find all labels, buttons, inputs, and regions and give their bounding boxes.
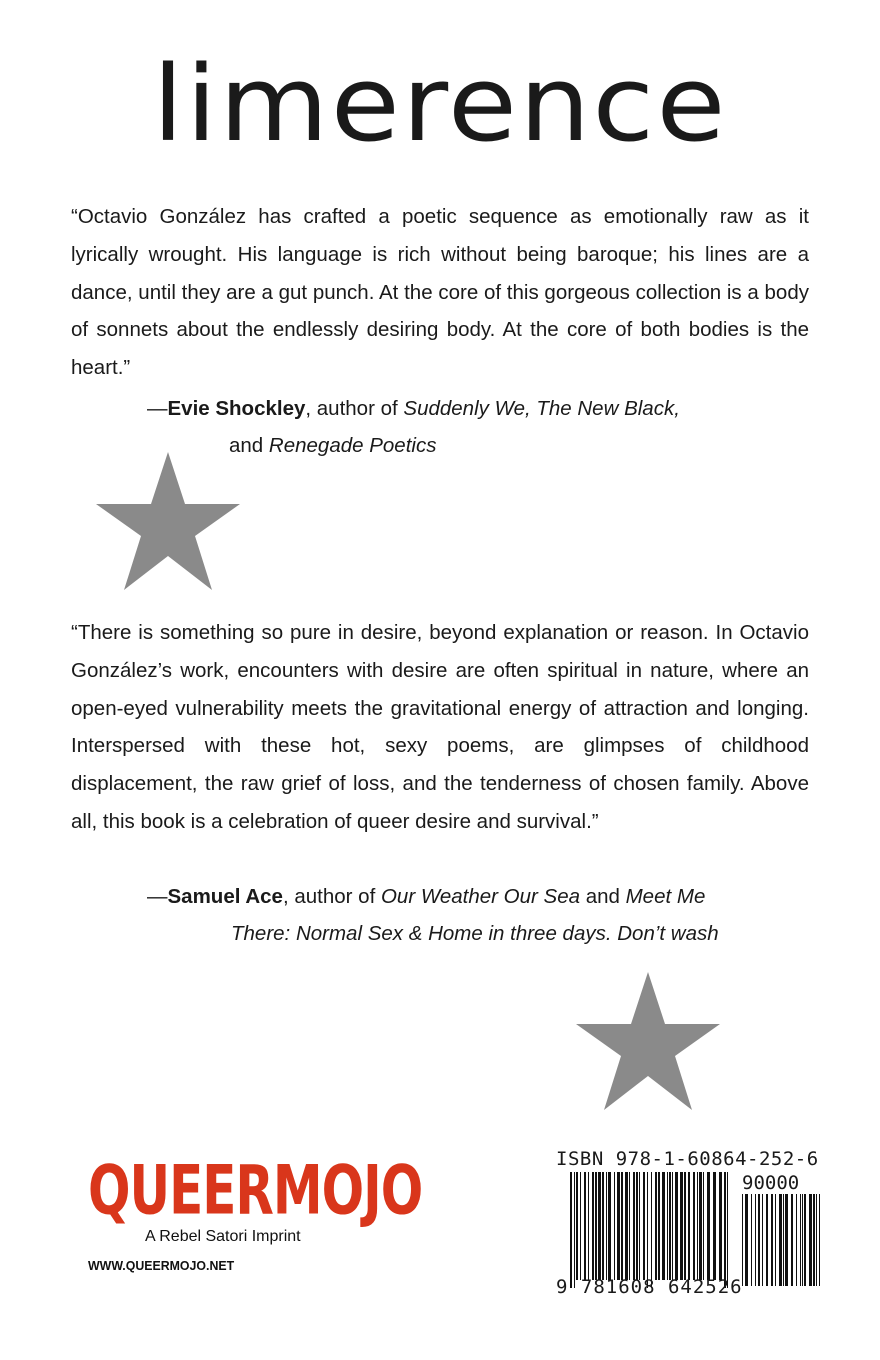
barcode-bar [771, 1194, 773, 1286]
barcode-bar [606, 1172, 607, 1280]
price-code: 90000 [742, 1172, 800, 1194]
barcode-bar [727, 1172, 728, 1288]
barcode-bar [598, 1172, 601, 1280]
barcode-bar [751, 1194, 752, 1286]
publisher-logo [88, 1151, 423, 1273]
barcode-bar [651, 1172, 652, 1288]
barcode-bar [724, 1172, 726, 1288]
barcode-bar [804, 1194, 806, 1286]
attribution-line-2 [147, 427, 807, 464]
ean-digits: 9 781608 642526 [556, 1276, 743, 1298]
star-icon [576, 972, 720, 1110]
barcode-bar [658, 1172, 660, 1280]
barcode-bar [796, 1194, 797, 1286]
barcode-bar [775, 1194, 776, 1286]
publisher-logo-wordmark: QUEERMOJO [88, 1151, 423, 1230]
barcode-bar [783, 1194, 784, 1286]
barcode-bar [800, 1194, 801, 1286]
barcode-bar [745, 1194, 748, 1286]
barcode-bar [693, 1172, 695, 1280]
barcode-bar [719, 1172, 722, 1280]
attribution-work: Meet Me [625, 885, 706, 908]
barcode-bar [697, 1172, 698, 1280]
barcode-bar [588, 1172, 589, 1280]
barcode-bar [802, 1194, 803, 1286]
barcode-bar [636, 1172, 638, 1280]
barcode-bar [707, 1172, 710, 1280]
barcode-bar [614, 1172, 615, 1280]
attribution-author-of: , author of [305, 397, 404, 420]
barcode-bar [819, 1194, 820, 1286]
barcode-bar [602, 1172, 604, 1280]
barcode-bar [570, 1172, 572, 1288]
barcode-bar [713, 1172, 716, 1280]
blurb-quote-2: “There is something so pure in desire, beyond explanation or reason. In Octavio González’s work, encounters with desire are often spiritual in nature, where an open-eyed vulnerability meets the gravitational energy of attraction and longing. Interspersed with these hot, sexy poems, are glimpses of childhood displacement, the raw grief of loss, and the tenderness of chosen family. Above all, this book is a celebration of queer desire and survival.” [71, 621, 809, 833]
attribution-line-2 [147, 915, 807, 952]
barcode-bar [608, 1172, 611, 1280]
barcode-bar [703, 1172, 704, 1280]
barcode-bar [647, 1172, 648, 1288]
barcode-bar [617, 1172, 620, 1280]
barcode-bar [680, 1172, 683, 1280]
barcode-bar [688, 1172, 690, 1280]
attribution-connector: and [580, 885, 626, 908]
blurb-attribution-2 [147, 878, 807, 952]
publisher-url: WWW.QUEERMOJO.NET [88, 1258, 235, 1273]
star-shape [576, 972, 720, 1110]
barcode-bar [669, 1172, 671, 1280]
barcode-bar [655, 1172, 657, 1280]
barcode-bar [595, 1172, 597, 1280]
barcode-bar [762, 1194, 763, 1286]
barcode-bar [633, 1172, 635, 1280]
barcode-bar [809, 1194, 812, 1286]
star-shape [96, 452, 240, 590]
barcode-bar [667, 1172, 668, 1280]
barcode-bar [758, 1194, 760, 1286]
attribution-dash: — [147, 885, 168, 908]
book-title: limerence [152, 43, 728, 165]
barcode-bars [556, 1148, 826, 1288]
attribution-work: There: Normal Sex & Home in three days. Don’t wash [231, 922, 719, 945]
barcode-bar [684, 1172, 686, 1280]
attribution-work: Our Weather Our Sea [380, 885, 580, 908]
star-icon [96, 452, 240, 590]
barcode-bar [742, 1194, 743, 1286]
blurb-attribution-1 [147, 390, 807, 464]
barcode-bar [779, 1194, 782, 1286]
barcode-bar [574, 1172, 575, 1288]
barcode-bar [576, 1172, 578, 1280]
attribution-work: Renegade Poetics [268, 434, 437, 457]
barcode-bar [629, 1172, 630, 1280]
barcode-bar [755, 1194, 756, 1286]
attribution-author-of: , author of [282, 885, 381, 908]
attribution-author: Samuel Ace [167, 885, 283, 908]
barcode-bar [662, 1172, 665, 1280]
barcode-bar [785, 1194, 788, 1286]
attribution-connector: and [229, 434, 269, 457]
publisher-tagline: A Rebel Satori Imprint [145, 1228, 301, 1245]
barcode-bar [621, 1172, 623, 1280]
barcode-bar [699, 1172, 702, 1280]
barcode-bar [580, 1172, 581, 1280]
attribution-work: Suddenly We, The New Black, [403, 397, 680, 420]
barcode-bar [675, 1172, 678, 1280]
barcode-bar [639, 1172, 640, 1280]
barcode-bar [766, 1194, 768, 1286]
barcode-bar [672, 1172, 673, 1280]
barcode-bar [791, 1194, 793, 1286]
barcode-bar [584, 1172, 586, 1280]
barcode-bar [816, 1194, 817, 1286]
barcode-bar [643, 1172, 645, 1280]
attribution-author: Evie Shockley [167, 397, 306, 420]
barcode-bar [625, 1172, 628, 1280]
isbn-barcode [556, 1148, 826, 1308]
attribution-dash: — [147, 397, 168, 420]
isbn-label: ISBN 978-1-60864-252-6 [556, 1148, 819, 1170]
barcode-bar [592, 1172, 594, 1280]
blurb-quote-1: “Octavio González has crafted a poetic sequence as emotionally raw as it lyrically wrought. His language is rich without being baroque; his lines are a dance, until they are a gut punch. At the core of this gorgeous collection is a body of sonnets about the endlessly desiring body. At the core of both bodies is the heart.” [71, 205, 809, 380]
barcode-bar [813, 1194, 815, 1286]
